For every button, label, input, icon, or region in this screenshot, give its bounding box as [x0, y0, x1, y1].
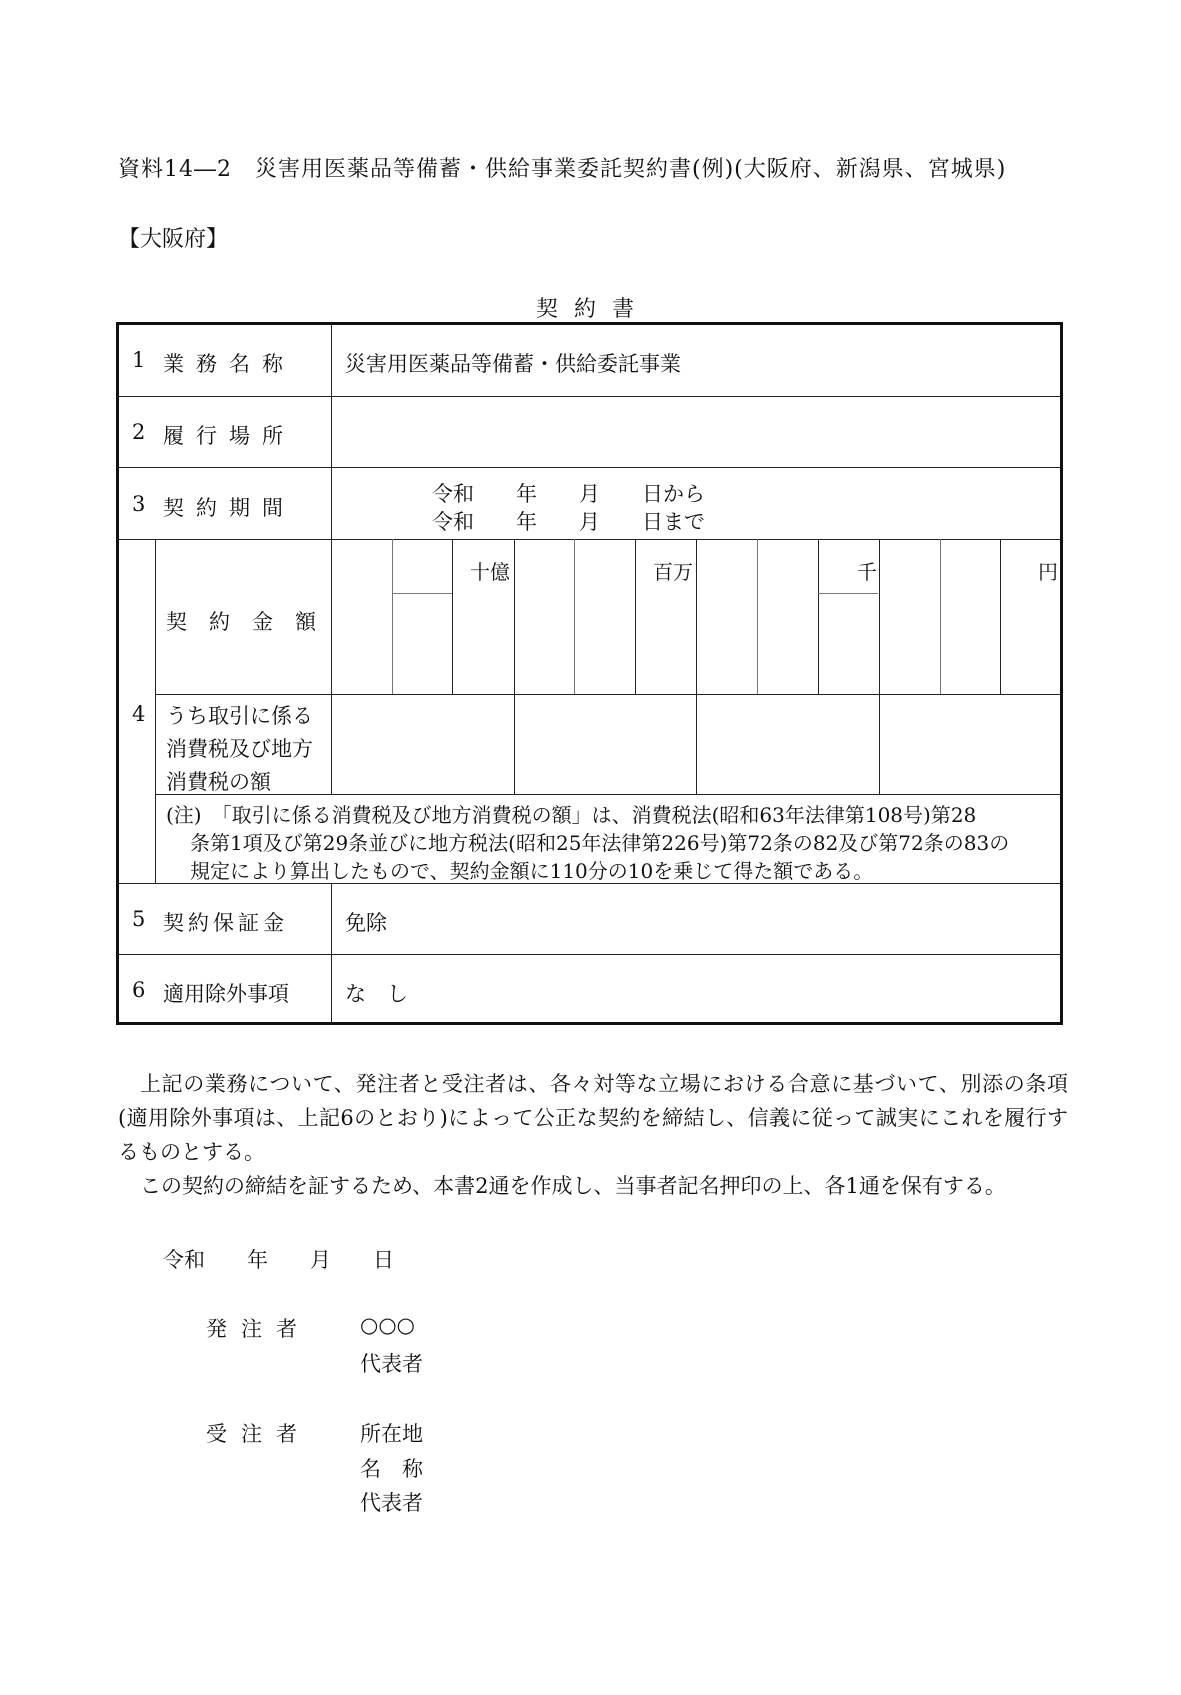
contractor-address: 所在地: [360, 1422, 423, 1446]
tax-label-line2: 消費税及び地方: [166, 737, 313, 761]
prefecture-label: 【大阪府】: [118, 227, 229, 252]
business-name-value: 災害用医薬品等備蓄・供給委託事業: [345, 352, 681, 376]
digit-divider: [452, 539, 453, 694]
digit-divider: [574, 539, 575, 694]
unit-billion: 十億: [470, 560, 510, 584]
digit-divider: [879, 539, 880, 794]
orderer-name: ○○○: [360, 1313, 415, 1337]
column-divider: [331, 883, 332, 1023]
row5-number: 5: [132, 907, 146, 931]
note-line3: 規定により算出したもので、契約金額に110分の10を乗じて得た額である。: [190, 859, 874, 883]
row2-label: 履行場所: [163, 424, 295, 448]
column-divider: [155, 539, 156, 883]
digit-divider: [696, 539, 697, 794]
row-divider: [155, 694, 1061, 695]
tax-label-line3: 消費税の額: [166, 770, 271, 794]
digit-divider: [635, 539, 636, 694]
column-divider: [331, 324, 332, 470]
digit-divider: [757, 539, 758, 694]
row-divider: [155, 794, 1061, 795]
row-divider: [118, 467, 1061, 468]
deposit-value: 免除: [345, 911, 387, 935]
digit-divider: [940, 539, 941, 694]
note-line1: (注) 「取引に係る消費税及び地方消費税の額」は、消費税法(昭和63年法律第108号)第28: [166, 803, 977, 827]
digit-divider: [1000, 539, 1001, 694]
digit-divider: [818, 539, 819, 694]
unit-thousand: 千: [857, 560, 877, 584]
digit-subline: [818, 593, 878, 594]
row-divider: [118, 954, 1061, 955]
agreement-paragraph: 上記の業務について、発注者と受注者は、各々対等な立場における合意に基づいて、別添の条項(適用除外事項は、上記6のとおり)によって公正な契約を締結し、信義に従って誠実にこれを履行するものとする。: [118, 1072, 1068, 1164]
amount-label: 契約金額: [166, 610, 338, 634]
row4-number: 4: [132, 702, 146, 726]
row-divider: [118, 539, 1061, 540]
row-divider: [118, 396, 1061, 397]
row2-number: 2: [132, 420, 146, 444]
column-divider: [331, 539, 332, 794]
period-end: 令和 年 月 日まで: [432, 510, 705, 534]
contractor-name: 名 称: [360, 1457, 423, 1481]
period-start: 令和 年 月 日から: [432, 482, 705, 506]
row3-number: 3: [132, 492, 146, 516]
digit-subline: [392, 593, 452, 594]
document-heading: 資料14―2 災害用医薬品等備蓄・供給事業委託契約書(例)(大阪府、新潟県、宮城県): [118, 157, 1007, 182]
digit-divider: [392, 539, 393, 694]
tax-label-line1: うち取引に係る: [166, 704, 313, 728]
exclusion-value: な し: [345, 982, 408, 1006]
row6-number: 6: [132, 978, 146, 1002]
row6-label: 適用除外事項: [163, 982, 289, 1006]
row5-label: 契約保証金: [163, 911, 288, 935]
contractor-label: 受注者: [206, 1422, 311, 1446]
unit-million: 百万: [653, 560, 693, 584]
unit-yen: 円: [1038, 560, 1058, 584]
digit-divider: [514, 539, 515, 794]
orderer-representative: 代表者: [360, 1352, 423, 1376]
copies-paragraph: この契約の締結を証するため、本書2通を作成し、当事者記名押印の上、各1通を保有する。: [140, 1174, 1006, 1198]
row1-number: 1: [132, 348, 146, 372]
contract-date: 令和 年 月 日: [163, 1248, 394, 1272]
contractor-representative: 代表者: [360, 1491, 423, 1515]
note-line2: 条第1項及び第29条並びに地方税法(昭和25年法律第226号)第72条の82及び第72条の83の: [190, 831, 1010, 855]
column-divider: [331, 467, 332, 539]
row3-label: 契約期間: [163, 496, 295, 520]
orderer-label: 発注者: [206, 1317, 311, 1341]
row1-label: 業務名称: [163, 352, 295, 376]
contract-title: 契約書: [536, 297, 651, 322]
